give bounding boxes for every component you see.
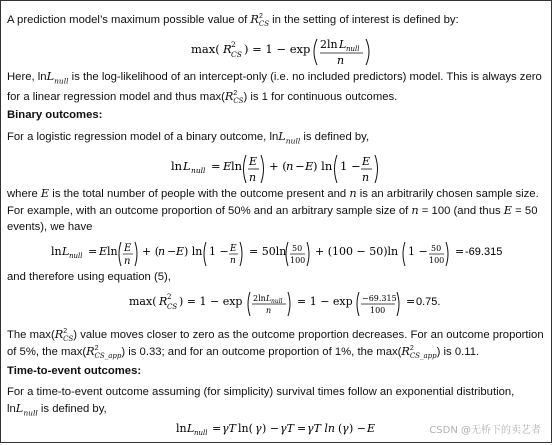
- tte-intro-line1: For a time-to-event outcome assuming (for simplicity) survival times follow an exponential distribution,: [7, 386, 515, 398]
- svg-text:=: =: [88, 245, 98, 258]
- svg-text:E: E: [362, 155, 371, 168]
- therefore-text: and therefore using equation (5),: [7, 271, 171, 283]
- svg-text:n: n: [337, 54, 345, 67]
- svg-text:null: null: [271, 298, 283, 305]
- svg-text:1 −: 1 −: [408, 245, 428, 258]
- svg-text:100: 100: [370, 306, 386, 315]
- svg-text:−: −: [295, 159, 305, 173]
- svg-text:2ln: 2ln: [253, 294, 266, 303]
- svg-text:max(: max(: [129, 295, 157, 308]
- svg-text:) −: ) −: [262, 422, 280, 435]
- svg-text:n: n: [124, 256, 131, 267]
- max-paragraph-line2: of 5%, the $\max(R^2_{CS\_app})$ is 0.33; and for an outcome proportion of 1%, the $\max(R^2_{CS\_app})$ is 0.11.: [7, 344, 480, 361]
- svg-text:−: −: [167, 245, 177, 258]
- svg-text:=: =: [212, 422, 222, 435]
- binary-where: where E is the total number of people with the outcome present and n is an arbitrarily chosen sample size.: [7, 187, 539, 200]
- svg-text:=: =: [297, 422, 307, 435]
- svg-text:γT: γT: [222, 422, 236, 435]
- svg-text:50: 50: [431, 244, 442, 253]
- svg-text:E: E: [176, 245, 185, 258]
- svg-text:E: E: [367, 422, 376, 435]
- svg-text:null: null: [346, 45, 360, 53]
- equation-max-r2: [191, 31, 381, 71]
- svg-text:max(: max(: [191, 42, 220, 56]
- binary-example-line1: For example, with an outcome proportion of 50% and an arbitrary sample size of n = 100 (and thus E = 50: [7, 204, 538, 217]
- heading-binary: Binary outcomes:: [7, 109, 103, 121]
- svg-text:γ: γ: [342, 422, 349, 435]
- svg-text:100: 100: [290, 256, 306, 265]
- svg-text:γT ln: γT ln: [307, 422, 336, 435]
- svg-text:L: L: [339, 38, 347, 51]
- svg-text:L: L: [187, 422, 195, 435]
- svg-text:2: 2: [231, 40, 236, 49]
- max-paragraph-line1: The $\max(R^2_{CS})$ value moves closer to zero as the outcome proportion decreases. For an outcome proportion: [7, 327, 544, 344]
- svg-text:) = 1 − exp: ) = 1 − exp: [179, 295, 243, 308]
- svg-text:n: n: [362, 171, 370, 184]
- svg-text:ln: ln: [107, 245, 118, 258]
- svg-text:+ (100 − 50)ln: + (100 − 50)ln: [315, 245, 399, 258]
- equation-tte: [176, 417, 396, 439]
- svg-text:null: null: [69, 252, 83, 260]
- svg-text:ln(: ln(: [238, 422, 253, 435]
- svg-text:null: null: [191, 166, 206, 175]
- svg-text:L: L: [183, 159, 191, 173]
- equation-example: [51, 235, 511, 271]
- svg-text:1 −: 1 −: [340, 159, 361, 173]
- svg-text:2ln: 2ln: [320, 38, 338, 51]
- svg-text:100: 100: [429, 256, 445, 265]
- svg-text:−69.315: −69.315: [362, 294, 397, 303]
- svg-text:null: null: [194, 429, 208, 437]
- svg-text:L: L: [266, 294, 272, 303]
- svg-text:2: 2: [167, 293, 172, 301]
- null-paragraph-line2: for a linear regression model and thus $\max(R^2_{CS})$ is 1 for continuous outcomes.: [7, 89, 398, 106]
- svg-text:ln: ln: [51, 245, 62, 258]
- svg-text:L: L: [62, 245, 70, 258]
- svg-text:R: R: [159, 295, 168, 308]
- svg-text:+ (: + (: [269, 159, 287, 173]
- tte-intro-line2: lnL$_{null}$ is defined by,: [7, 402, 107, 418]
- intro-paragraph: A prediction model’s maximum possible value of $R^2_{CS}$ in the setting of interest is defined by:: [7, 12, 459, 29]
- svg-text:E: E: [249, 155, 258, 168]
- svg-text:50: 50: [292, 244, 303, 253]
- equation-therefore: [129, 285, 459, 321]
- svg-text:E: E: [124, 243, 132, 254]
- svg-text:R: R: [223, 42, 232, 56]
- svg-text:+ (: + (: [142, 245, 160, 258]
- svg-text:n: n: [286, 159, 294, 173]
- svg-text:) = 1 − exp: ) = 1 − exp: [244, 42, 311, 56]
- svg-text:ln: ln: [171, 159, 183, 173]
- svg-text:) −: ) −: [349, 422, 367, 435]
- svg-text:=: =: [211, 159, 221, 173]
- null-paragraph-line1: Here, lnL$_{null}$ is the log-likelihood of an intercept-only (i.e. no included predictors) model. This is always zero: [7, 70, 542, 86]
- svg-text:(: (: [338, 422, 343, 435]
- svg-text:CS: CS: [231, 50, 242, 59]
- binary-example-line2: events), we have: [7, 221, 93, 233]
- heading-tte: Time-to-event outcomes:: [7, 365, 142, 377]
- svg-text:) ln: ) ln: [313, 159, 333, 173]
- svg-text:γT: γT: [280, 422, 294, 435]
- equation-binary-null: [171, 147, 401, 189]
- example-result: -69.315: [465, 246, 503, 258]
- svg-text:1 −: 1 −: [209, 245, 229, 258]
- svg-text:n: n: [249, 171, 257, 184]
- svg-text:E: E: [99, 245, 108, 258]
- svg-text:=: =: [406, 295, 416, 308]
- svg-text:γ: γ: [255, 422, 262, 435]
- svg-text:ln: ln: [231, 159, 243, 173]
- svg-text:ln: ln: [176, 422, 187, 435]
- binary-intro: For a logistic regression model of a binary outcome, lnL$_{null}$ is defined by,: [7, 130, 370, 146]
- svg-text:n: n: [230, 256, 236, 266]
- svg-text:E: E: [223, 159, 232, 173]
- svg-text:E: E: [230, 244, 237, 254]
- watermark: CSDN @无桥下的卖艺者: [429, 425, 541, 436]
- svg-text:) ln: ) ln: [184, 245, 203, 258]
- svg-text:= 1 − exp: = 1 − exp: [297, 295, 353, 308]
- svg-text:n: n: [158, 245, 166, 258]
- svg-text:CS: CS: [167, 303, 178, 311]
- svg-text:=: =: [455, 245, 465, 258]
- svg-text:n: n: [266, 306, 272, 315]
- svg-text:E: E: [305, 159, 314, 173]
- svg-text:= 50ln: = 50ln: [249, 245, 287, 258]
- therefore-result: 0.75.: [416, 296, 441, 308]
